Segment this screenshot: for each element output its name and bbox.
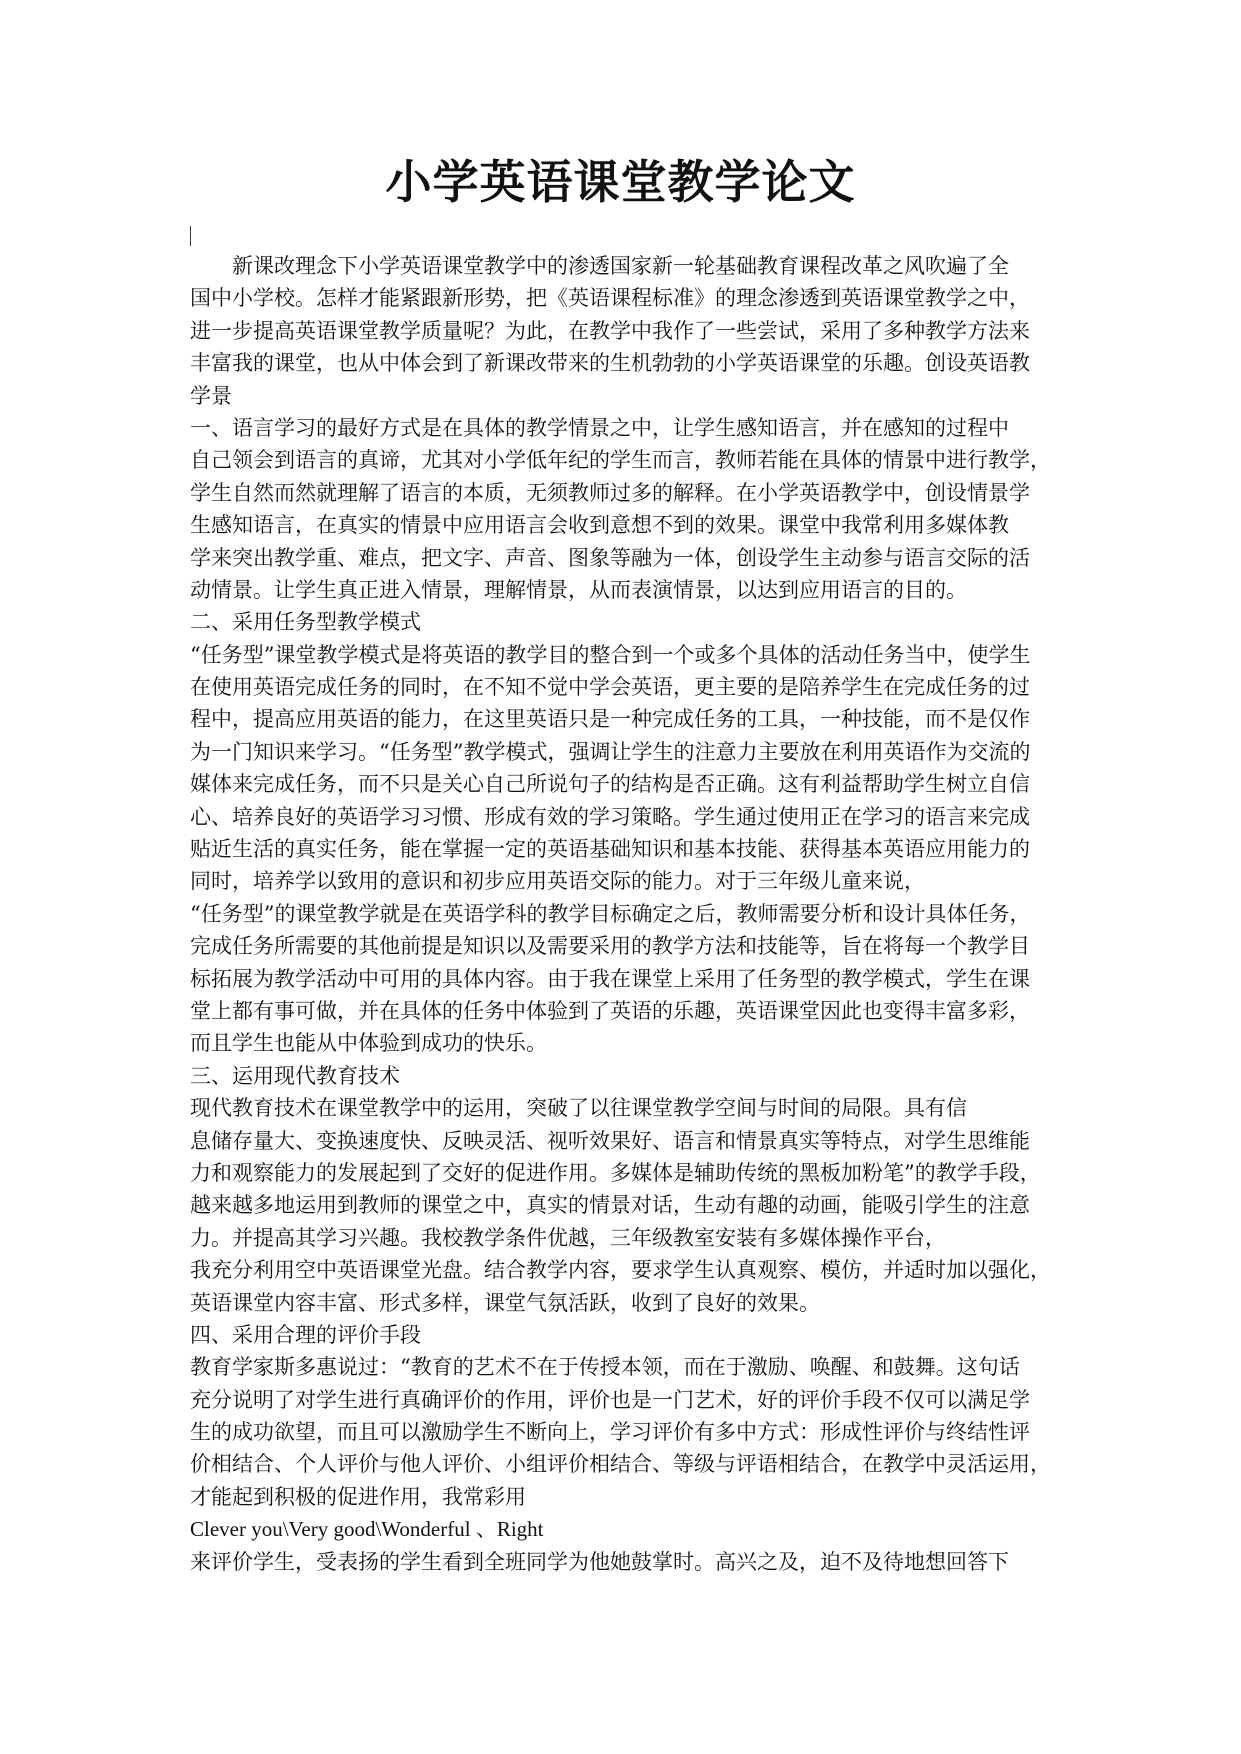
body-line: 学来突出教学重、难点，把文字、声音、图象等融为一体，创设学生主动参与语言交际的活 [190,545,1030,570]
body-line: 生感知语言，在真实的情景中应用语言会收到意想不到的效果。课堂中我常利用多媒体教 [190,513,1009,538]
body-line: 为一门知识来学习。“任务型”教学模式，强调让学生的注意力主要放在利用英语作为交流的 [190,739,1031,764]
text-cursor [190,226,191,246]
body-line: 价相结合、个人评价与他人评价、小组评价相结合、等级与评语相结合，在教学中灵活运用， [190,1452,1051,1477]
body-line: 自己领会到语言的真谛，尤其对小学低年纪的学生而言，教师若能在具体的情景中进行教学， [190,448,1051,473]
body-line: 在使用英语完成任务的同时，在不知不觉中学会英语，更主要的是陪养学生在完成任务的过 [190,675,1030,700]
body-line: 教育学家斯多惠说过：“教育的艺术不在于传授本领，而在于激励、唤醒、和鼓舞。这句话 [190,1355,1020,1380]
body-line: 进一步提高英语课堂教学质量呢？为此，在教学中我作了一些尝试，采用了多种教学方法来 [190,318,1030,343]
body-line: 才能起到积极的促进作用，我常彩用 [190,1484,526,1509]
body-line: 心、培养良好的英语学习习惯、形成有效的学习策略。学生通过使用正在学习的语言来完成 [190,804,1030,829]
body-line: 力。并提高其学习兴趣。我校教学条件优越，三年级教室安装有多媒体操作平台， [190,1225,946,1250]
body-line: 动情景。让学生真正进入情景，理解情景，从而表演情景，以达到应用语言的目的。 [190,577,967,602]
body-line: 堂上都有事可做，并在具体的任务中体验到了英语的乐趣，英语课堂因此也变得丰富多彩， [190,998,1030,1023]
body-line: 媒体来完成任务，而不只是关心自己所说句子的结构是否正确。这有利益帮助学生树立自信 [190,772,1030,797]
body-line: 充分说明了对学生进行真确评价的作用，评价也是一门艺术，好的评价手段不仅可以满足学 [190,1387,1030,1412]
body-line: 越来越多地运用到教师的课堂之中，真实的情景对话，生动有趣的动画，能吸引学生的注意 [190,1193,1030,1218]
body-line: 息储存量大、变换速度快、反映灵活、视听效果好、语言和情景真实等特点，对学生思维能 [190,1128,1030,1153]
body-line: 生的成功欲望，而且可以激励学生不断向上，学习评价有多中方式：形成性评价与终结性评 [190,1420,1030,1445]
body-line: 学景 [190,383,232,408]
section-heading-2: 二、采用任务型教学模式 [190,610,421,635]
body-line: 力和观察能力的发展起到了交好的促进作用。多媒体是辅助传统的黑板加粉笔”的教学手段， [190,1160,1041,1185]
body-line: 贴近生活的真实任务，能在掌握一定的英语基础知识和基本技能、获得基本英语应用能力的 [190,837,1030,862]
section-heading-1: 一、语言学习的最好方式是在具体的教学情景之中，让学生感知语言，并在感知的过程中 [190,415,1009,440]
body-line: 新课改理念下小学英语课堂教学中的渗透国家新一轮基础教育课程改革之风吹遍了全 [232,254,1009,278]
document-title: 小学英语课堂教学论文 [385,155,856,209]
body-line: 而且学生也能从中体验到成功的快乐。 [190,1031,547,1056]
praise-phrases-line: Clever you\Very good\Wonderful 、Right [190,1517,544,1542]
section-heading-3: 三、运用现代教育技术 [190,1063,400,1088]
section-heading-4: 四、采用合理的评价手段 [190,1322,421,1347]
body-line: 标拓展为教学活动中可用的具体内容。由于我在课堂上采用了任务型的教学模式，学生在课 [190,966,1030,991]
body-line: 丰富我的课堂，也从中体会到了新课改带来的生机勃勃的小学英语课堂的乐趣。创设英语教 [190,351,1030,376]
body-line: 学生自然而然就理解了语言的本质，无须教师过多的解释。在小学英语教学中，创设情景学 [190,480,1030,505]
document-body [190,250,1050,1578]
body-line: “任务型”课堂教学模式是将英语的教学目的整合到一个或多个具体的活动任务当中，使学生 [190,642,1031,667]
body-line: 来评价学生，受表扬的学生看到全班同学为他她鼓掌时。高兴之及，迫不及待地想回答下 [190,1549,1009,1574]
body-line: 国中小学校。怎样才能紧跟新形势，把《英语课程标准》的理念渗透到英语课堂教学之中， [190,286,1030,311]
body-line: 同时，培养学以致用的意识和初步应用英语交际的能力。对于三年级儿童来说， [190,869,925,894]
body-line: 现代教育技术在课堂教学中的运用，突破了以往课堂教学空间与时间的局限。具有信 [190,1096,967,1121]
body-line: 我充分利用空中英语课堂光盘。结合教学内容，要求学生认真观察、模仿，并适时加以强化， [190,1258,1051,1283]
body-line: 英语课堂内容丰富、形式多样，课堂气氛活跃，收到了良好的效果。 [190,1290,820,1315]
body-line: 完成任务所需要的其他前提是知识以及需要采用的教学方法和技能等，旨在将每一个教学目 [190,934,1030,959]
body-line: “任务型”的课堂教学就是在英语学科的教学目标确定之后，教师需要分析和设计具体任务， [190,901,1031,926]
body-line: 程中，提高应用英语的能力，在这里英语只是一种完成任务的工具，一种技能，而不是仅作 [190,707,1030,732]
